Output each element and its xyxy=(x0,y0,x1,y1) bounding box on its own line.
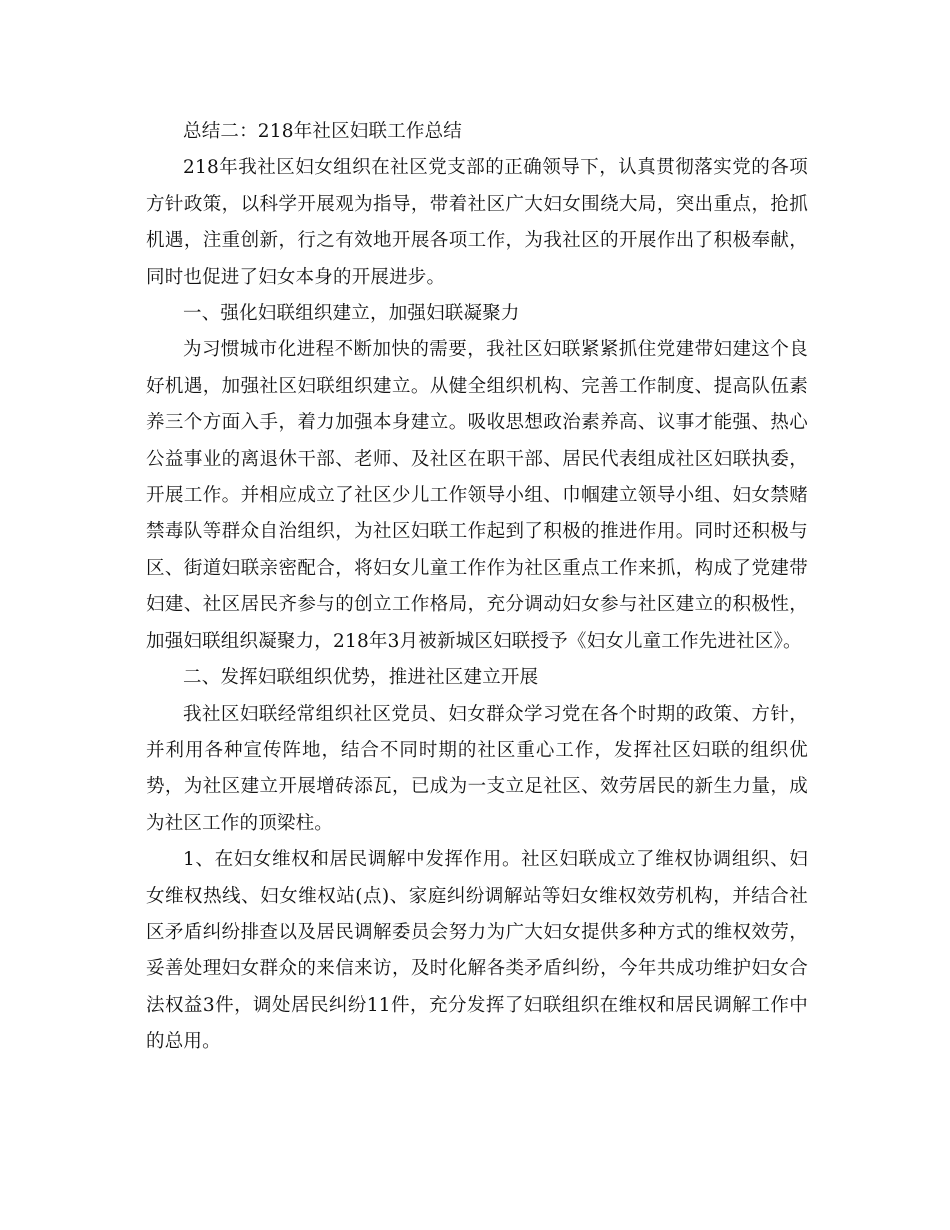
intro-paragraph: 218年我社区妇女组织在社区党支部的正确领导下，认真贯彻落实党的各项方针政策，以科学开展观为指导，带着社区广大妇女围绕大局，突出重点，抢抓机遇，注重创新，行之有效地开展各项工作，为我社区的开展作出了积极奉献，同时也促进了妇女本身的开展进步。 xyxy=(146,157,808,288)
document-title: 总结二：218年社区妇联工作总结 xyxy=(183,121,463,142)
section-heading-2: 二、发挥妇联组织优势，推进社区建立开展 xyxy=(183,667,539,689)
section-heading-1: 一、强化妇联组织建立，加强妇联凝聚力 xyxy=(183,303,520,325)
subsection-1-paragraph: 1、在妇女维权和居民调解中发挥作用。社区妇联成立了维权协调组织、妇女维权热线、妇女维权站(点)、家庭纠纷调解站等妇女维权效劳机构，并结合社区矛盾纠纷排查以及居民调解委员会努力为广大妇女提供多种方式的维权效劳，妥善处理妇女群众的来信来访，及时化解各类矛盾纠纷，今年共成功维护妇女合法权益3件，调处居民纠纷11件，充分发挥了妇联组织在维权和居民调解工作中的总用。 xyxy=(146,849,808,1053)
document-body xyxy=(146,114,808,1061)
section-2-paragraph: 我社区妇联经常组织社区党员、妇女群众学习党在各个时期的政策、方针，并利用各种宣传阵地，结合不同时期的社区重心工作，发挥社区妇联的组织优势，为社区建立开展增砖添瓦，已成为一支立足社区、效劳居民的新生力量，成为社区工作的顶梁柱。 xyxy=(146,703,808,834)
section-1-paragraph: 为习惯城市化进程不断加快的需要，我社区妇联紧紧抓住党建带妇建这个良好机遇，加强社区妇联组织建立。从健全组织机构、完善工作制度、提高队伍素养三个方面入手，着力加强本身建立。吸收思想政治素养高、议事才能强、热心公益事业的离退休干部、老师、及社区在职干部、居民代表组成社区妇联执委，开展工作。并相应成立了社区少儿工作领导小组、巾帼建立领导小组、妇女禁赌禁毒队等群众自治组织，为社区妇联工作起到了积极的推进作用。同时还积极与区、街道妇联亲密配合，将妇女儿童工作作为社区重点工作来抓，构成了党建带妇建、社区居民齐参与的创立工作格局，充分调动妇女参与社区建立的积极性，加强妇联组织凝聚力，218年3月被新城区妇联授予《妇女儿童工作先进社区》。 xyxy=(146,339,808,652)
